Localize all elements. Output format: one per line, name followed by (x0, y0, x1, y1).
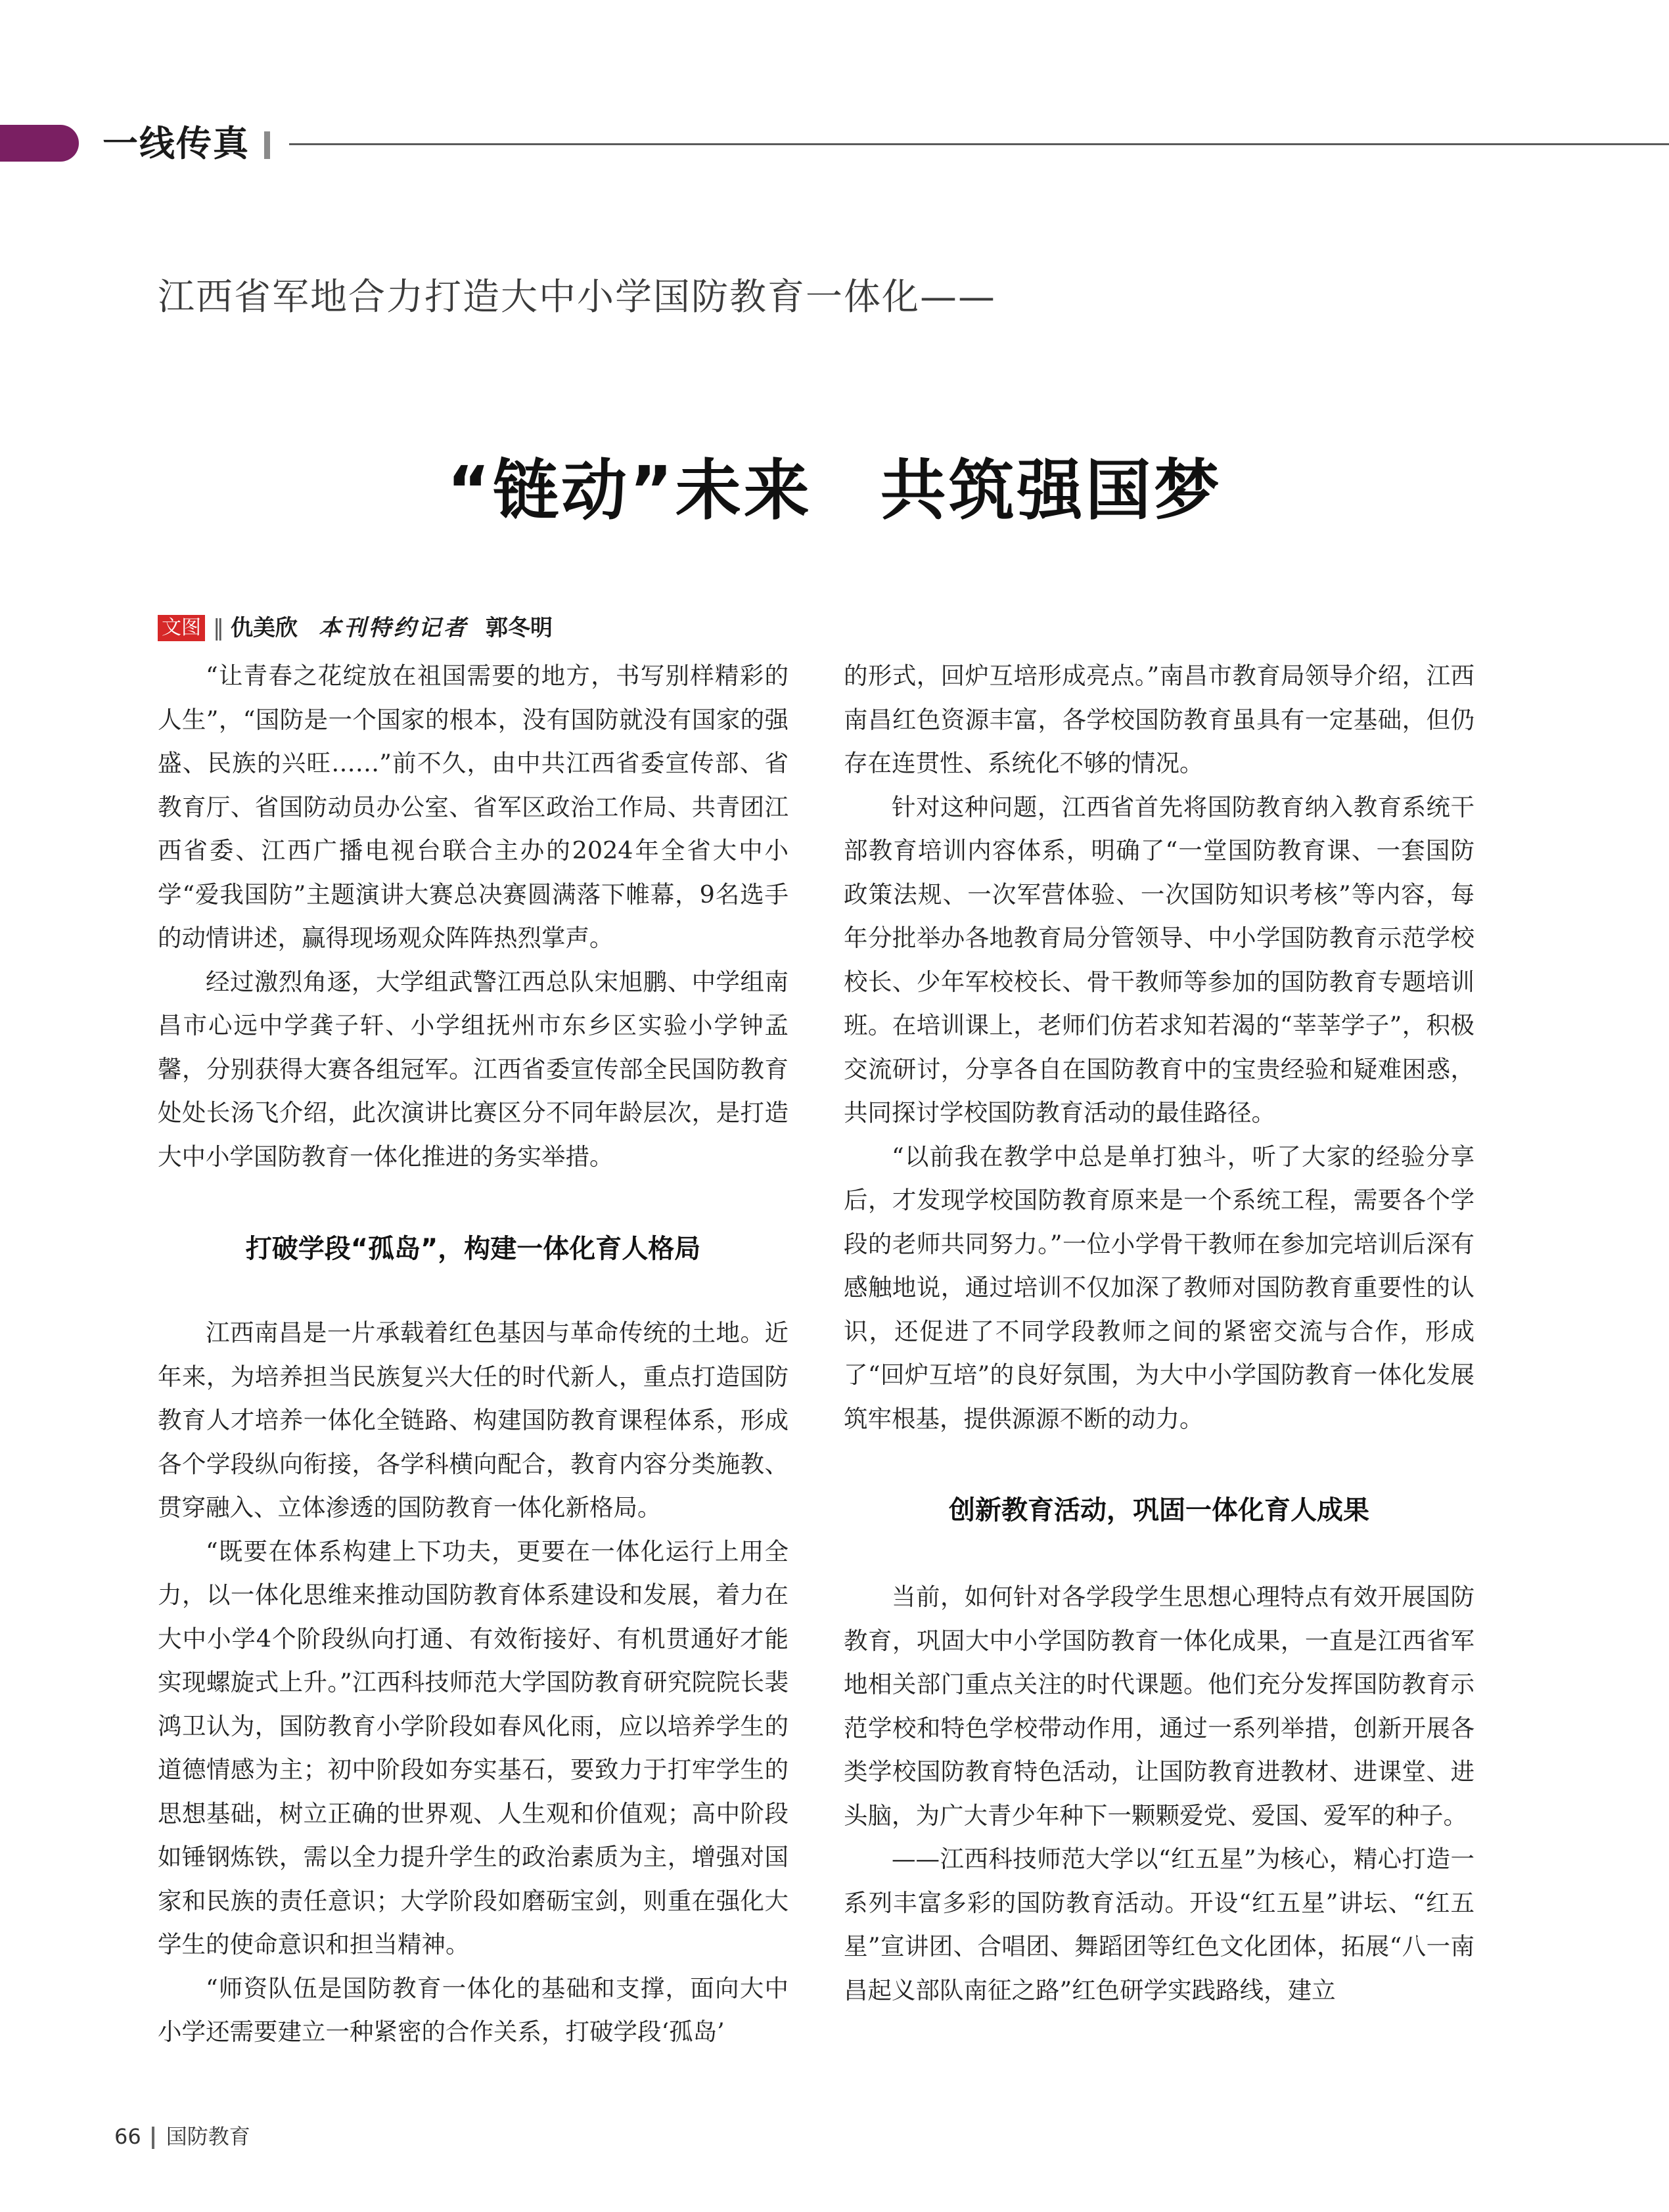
byline-role: 本刊特约记者 (319, 615, 469, 641)
section-accent-pill (0, 125, 79, 162)
paragraph: “师资队伍是国防教育一体化的基础和支撑，面向大中小学还需要建立一种紧密的合作关系，打破学段‘孤岛’ (158, 1974, 789, 2046)
paragraph: 经过激烈角逐，大学组武警江西总队宋旭鹏、中学组南昌市心远中学龚子轩、小学组抚州市东乡区实验小学钟孟馨，分别获得大赛各组冠军。江西省委宣传部全民国防教育处处长汤飞介绍，此次演讲比赛区分不同年龄层次，是打造大中小学国防教育一体化推进的务实举措。 (158, 967, 789, 1171)
section-tag-divider (264, 131, 270, 159)
paragraph: 江西南昌是一片承载着红色基因与革命传统的土地。近年来，为培养担当民族复兴大任的时代新人，重点打造国防教育人才培养一体化全链路、构建国防教育课程体系，形成各个学段纵向衔接，各学科横向配合，教育内容分类施教、贯穿融入、立体渗透的国防教育一体化新格局。 (158, 1319, 789, 1522)
section-heading: 打破学段“孤岛”，构建一体化育人格局 (245, 1234, 701, 1264)
article-kicker: 江西省军地合力打造大中小学国防教育一体化—— (158, 276, 996, 319)
paragraph: 当前，如何针对各学段学生思想心理特点有效开展国防教育，巩固大中小学国防教育一体化成果，一直是江西省军地相关部门重点关注的时代课题。他们充分发挥国防教育示范学校和特色学校带动作用，通过一系列举措，创新开展各类学校国防教育特色活动，让国防教育进教材、进课堂、进头脑，为广大青少年种下一颗颗爱党、爱国、爱军的种子。 (844, 1583, 1475, 1830)
left-column (158, 654, 789, 1179)
section-tag: 一线传真 (103, 123, 250, 164)
footer-divider (152, 2127, 154, 2149)
paragraph: “既要在体系构建上下功夫，更要在一体化运行上用全力，以一体化思维来推动国防教育体系建设和发展，着力在大中小学4个阶段纵向打通、有效衔接好、有机贯通好才能实现螺旋式上升。”江西科技师范大学国防教育研究院院长裴鸿卫认为，国防教育小学阶段如春风化雨，应以培养学生的道德情感为主；初中阶段如夯实基石，要致力于打牢学生的思想基础，树立正确的世界观、人生观和价值观；高中阶段如锤钢炼铁，需以全力提升学生的政治素质为主，增强对国家和民族的责任意识；大学阶段如磨砺宝剑，则重在强化大学生的使命意识和担当精神。 (158, 1537, 789, 1958)
article-headline: “链动”未来 共筑强国梦 (447, 452, 1222, 529)
paragraph: 的形式，回炉互培形成亮点。”南昌市教育局领导介绍，江西南昌红色资源丰富，各学校国防教育虽具有一定基础，但仍存在连贯性、系统化不够的情况。 (844, 662, 1475, 777)
section-heading: 创新教育活动，巩固一体化育人成果 (949, 1495, 1369, 1525)
byline-separator: ‖ (213, 615, 224, 641)
paragraph: “让青春之花绽放在祖国需要的地方，书写别样精彩的人生”，“国防是一个国家的根本，没有国防就没有国家的强盛、民族的兴旺……”前不久，由中共江西省委宣传部、省教育厅、省国防动员办公室、省军区政治工作局、共青团江西省委、江西广播电视台联合主办的2024年全省大中小学“爱我国防”主题演讲大赛总决赛圆满落下帷幕，9名选手的动情讲述，赢得现场观众阵阵热烈掌声。 (158, 662, 789, 952)
byline (158, 614, 553, 643)
paragraph: 针对这种问题，江西省首先将国防教育纳入教育系统干部教育培训内容体系，明确了“一堂国防教育课、一套国防政策法规、一次军营体验、一次国防知识考核”等内容，每年分批举办各地教育局分管领导、中小学国防教育示范学校校长、少年军校校长、骨干教师等参加的国防教育专题培训班。在培训课上，老师们仿若求知若渴的“莘莘学子”，积极交流研讨，分享各自在国防教育中的宝贵经验和疑难困惑，共同探讨学校国防教育活动的最佳路径。 (844, 792, 1475, 1127)
byline-tag: 文图 (158, 615, 205, 641)
right-column (844, 654, 1475, 1441)
right-column-lower (844, 1575, 1475, 2012)
paragraph: ——江西科技师范大学以“红五星”为核心，精心打造一系列丰富多彩的国防教育活动。开设“红五星”讲坛、“红五星”宣讲团、合唱团、舞蹈团等红色文化团体，拓展“八一南昌起义部队南征之路”红色研学实践路线，建立 (844, 1845, 1475, 2004)
magazine-name: 国防教育 (166, 2124, 250, 2149)
left-column-heading-block (158, 1227, 789, 1271)
left-column-lower (158, 1311, 789, 2054)
header-rule (289, 143, 1669, 145)
paragraph: “以前我在教学中总是单打独斗，听了大家的经验分享后，才发现学校国防教育原来是一个系统工程，需要各个学段的老师共同努力。”一位小学骨干教师在参加完培训后深有感触地说，通过培训不仅加深了教师对国防教育重要性的认识，还促进了不同学段教师之间的紧密交流与合作，形成了“回炉互培”的良好氛围，为大中小学国防教育一体化发展筑牢根基，提供源源不断的动力。 (844, 1142, 1475, 1433)
byline-reporter: 郭冬明 (486, 615, 553, 641)
byline-author: 仇美欣 (231, 615, 298, 641)
right-column-heading-block (844, 1489, 1475, 1533)
page-footer (114, 2123, 250, 2150)
page-number: 66 (114, 2124, 141, 2149)
